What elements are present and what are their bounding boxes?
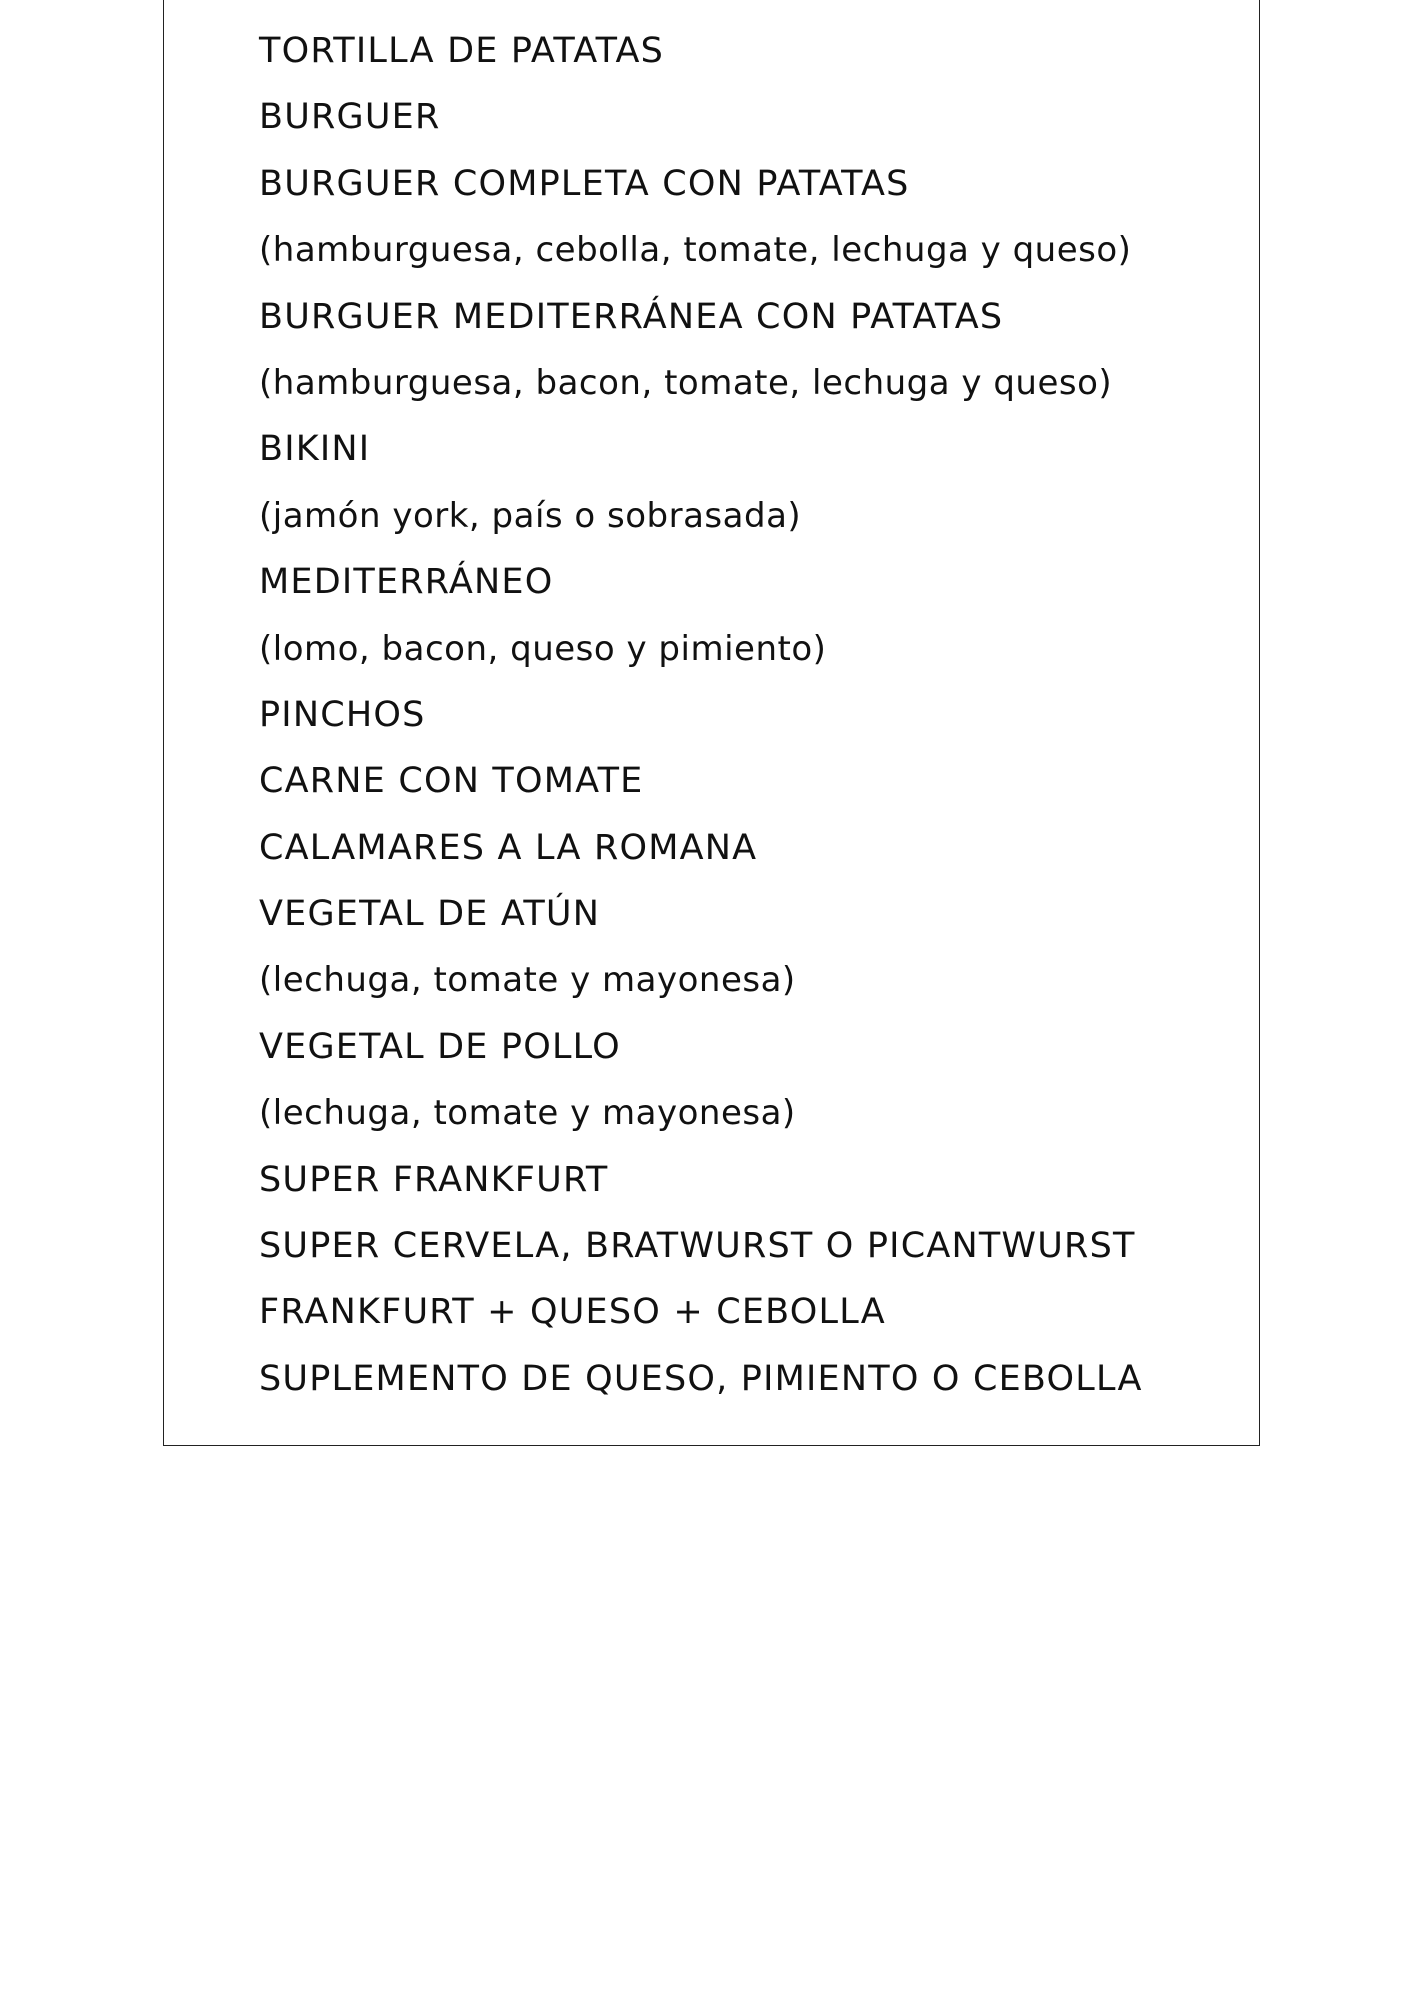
menu-item-name: BURGUER COMPLETA CON PATATAS: [259, 163, 910, 204]
menu-list: [259, 26, 1143, 1420]
menu-item-name: SUPER CERVELA, BRATWURST O PICANTWURST: [259, 1226, 1136, 1267]
menu-item-name: BIKINI: [259, 429, 371, 470]
menu-item-name: CARNE CON TOMATE: [259, 761, 644, 802]
menu-item-description: (jamón york, país o sobrasada): [259, 495, 802, 536]
menu-item-name: TORTILLA DE PATATAS: [259, 31, 665, 71]
menu-item-name: BURGUER: [259, 97, 441, 138]
menu-item-name: CALAMARES A LA ROMANA: [259, 827, 758, 868]
menu-item-description: (lechuga, tomate y mayonesa): [259, 1093, 796, 1134]
menu-item-description: (hamburguesa, cebolla, tomate, lechuga y queso): [259, 230, 1132, 271]
menu-item-name: MEDITERRÁNEO: [259, 562, 554, 603]
menu-item-description: (hamburguesa, bacon, tomate, lechuga y queso): [259, 362, 1113, 403]
menu-item-description: (lomo, bacon, queso y pimiento): [259, 628, 827, 669]
menu-item-name: VEGETAL DE POLLO: [259, 1026, 621, 1067]
menu-item-name: BURGUER MEDITERRÁNEA CON PATATAS: [259, 296, 1004, 337]
menu-item-name: PINCHOS: [259, 694, 426, 735]
menu-item-name: FRANKFURT + QUESO + CEBOLLA: [259, 1292, 886, 1333]
menu-item-name: SUPER FRANKFURT: [259, 1159, 609, 1200]
menu-item-name: VEGETAL DE ATÚN: [259, 894, 601, 935]
menu-item-name: SUPLEMENTO DE QUESO, PIMIENTO O CEBOLLA: [259, 1358, 1143, 1399]
menu-item-description: (lechuga, tomate y mayonesa): [259, 960, 796, 1001]
